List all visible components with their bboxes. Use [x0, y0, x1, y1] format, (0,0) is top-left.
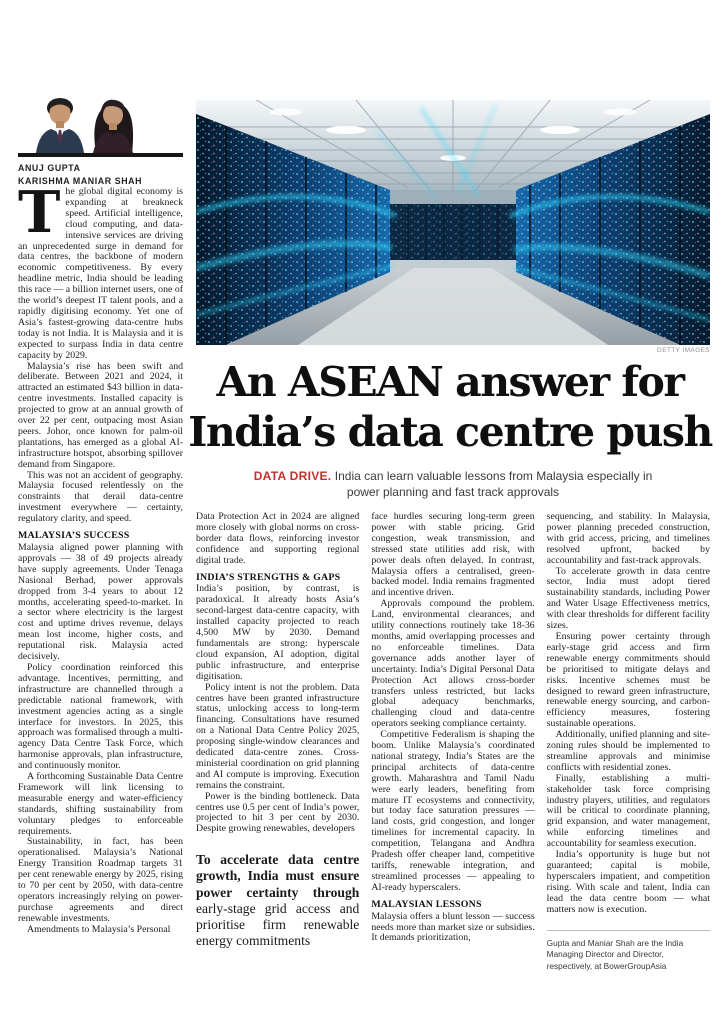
author-name: ANUJ GUPTA [18, 163, 81, 173]
standfirst [236, 468, 670, 500]
headline [186, 357, 714, 457]
body-paragraph: Malaysia offers a blunt lesson — success needs more than market size or subsidies. It demands prioritization, [371, 910, 535, 944]
body-paragraph: This was not an accident of geography. Malaysia focused relentlessly on the constraints that derail data-centre investment everywhere — certainty, regulatory clarity, and speed. [18, 469, 183, 525]
body-paragraph: sequencing, and stability. In Malaysia, power planning preceded construction, with grid access, pricing, and timelines resolved upfront, backed by accountability and fast-track approvals. [546, 511, 710, 566]
section-heading-malaysian-lessons: MALAYSIAN LESSONS [371, 898, 482, 910]
body-paragraph: Competitive Federalism is shaping the boom. Unlike Malaysia’s coordinated national strategy, India’s States are the principal architects of data-centre growth. Maharashtra and Tamil Nadu were early leaders, benefiting from mature IT ecosystems and connectivity, but today face saturation pressures — land costs, grid congestion, and longer timelines for incremental capacity. In competition, Telangana and Andhra Pradesh offer cheaper land, competitive tariffs, renewable integration, and streamlined processes — appealing to AI-ready hyperscalers. [371, 729, 535, 893]
body-paragraph: face hurdles securing long-term green power with stable pricing. Grid congestion, weak transmission, and stressed state utilities add risk, with power deals often delayed. In contrast, Malaysia offers a centralised, green-backed model. India remains fragmented and incentive driven. [371, 511, 535, 599]
body-paragraph: Malaysia aligned power planning with approvals — 38 of 49 projects already have supply agreements. Under Tenaga Nasional Berhad, power approvals dropped from 3-4 years to about 12 months, accelerating speed-to-market. In a sector where electricity is the largest cost and uptime drives revenue, delays mean lost income, higher costs, and reputational risk. Malaysia acted decisively. [18, 542, 183, 663]
body-paragraph: Policy coordination reinforced this advantage. Incentives, permitting, and infrastructure are channelled through a predictable national framework, with investment agencies acting as a single interface for investors. In 2025, this approach was formalised through a multi-agency Data Centre Task Force, which harmonise approvals, plan infrastructure, and continuously monitor. [18, 661, 183, 772]
byline-block [18, 92, 183, 188]
headline-line-2: India’s data centre push [188, 408, 712, 456]
kicker-data-drive: DATA DRIVE. [253, 469, 332, 483]
photo-credit: GETTY IMAGES [656, 347, 710, 354]
body-paragraph: Policy intent is not the problem. Data centres have been granted infrastructure status, unlocking access to long-term financing. Consultations have resumed on a National Data Centre Policy 2025, proposing single-window clearances and dedicated data-centre zones. Cross-ministerial coordination on grid planning and AI compute is improving. Execution remains the constraint. [196, 681, 360, 791]
body-paragraph: Ensuring power certainty through early-stage grid access and firm renewable energy commitments should be prioritised to mitigate delays and risks. Incentive schemes must be designed to reward green infrastructure, renewable energy sourcing, and carbon-efficiency measures, fostering sustainable operations. [546, 630, 710, 730]
article-column-2 [196, 512, 359, 972]
pull-quote-bold: To accelerate data centre growth, India must ensure power certainty through [196, 852, 360, 900]
body-paragraph: Approvals compound the problem. Land, environmental clearances, and utility connections routinely take 18-36 months, amid overlapping processes and no enforceable timelines. Data governance adds another layer of uncertainty. India’s Digital Personal Data Protection Act allows cross-border transfers unless restricted, but lacks global adequacy benchmarks, challenging cloud and data-centre operators seeking compliance certainty. [371, 598, 535, 730]
author-photo-anuj-gupta [30, 93, 90, 153]
lower-columns [196, 512, 710, 972]
drop-cap: T [18, 179, 61, 246]
article-column-3 [371, 512, 534, 972]
footer-rule [547, 930, 710, 931]
body-paragraph: Additionally, unified planning and site-zoning rules should be implemented to streamline approvals and minimise conflicts with residential zones. [546, 729, 710, 773]
standfirst-text: India can learn valuable lessons from Malaysia especially in power planning and fast track approvals [331, 469, 653, 499]
author-headshots [18, 92, 183, 153]
pull-quote-rest: early-stage grid access and prioritise firm renewable energy commitments [196, 900, 360, 949]
body-paragraph: To accelerate growth in data centre sector, India must adopt tiered sustainability standards, including Power and Water Usage Effectiveness metrics, with clear thresholds for different facility sizes. [546, 565, 710, 632]
pull-quote [196, 852, 359, 949]
body-paragraph: India’s position, by contrast, is paradoxical. It already hosts Asia’s second-largest data-centre capacity, with installed capacity projected to reach 4,500 MW by 2030. Demand fundamentals are strong: hyperscale cloud expansion, AI adoption, digital public infrastructure, and enterprise digitisation. [196, 583, 360, 682]
headline-line-1: An ASEAN answer for [216, 358, 684, 406]
section-heading-malaysias-success: MALAYSIA’S SUCCESS [18, 530, 130, 542]
body-paragraph: Power is the binding bottleneck. Data centres use 0.5 per cent of India’s power, projected to hit 3 per cent by 2030. Despite growing renewables, developers [196, 790, 360, 835]
footer-credit: Gupta and Maniar Shah are the India Managing Director and Director, respectively, at BowerGroupAsia [546, 937, 684, 971]
body-paragraph: Finally, establishing a multi-stakeholder task force comprising industry players, utilities, and regulators will be critical to coordinate planning, grid expansion, and water management, while enforcing timelines and accountability for seamless execution. [546, 772, 710, 850]
section-heading-indias-strengths-gaps: INDIA’S STRENGTHS & GAPS [196, 571, 341, 583]
body-paragraph: India’s opportunity is huge but not guaranteed; capital is mobile, hyperscalers impatient, and competition rising. With scale and talent, India can lead the data centre boom — what matters now is execution. [546, 849, 710, 915]
article-column-4 [547, 512, 710, 972]
body-paragraph: Sustainability, in fact, has been operationalised. Malaysia’s National Energy Transition Roadmap targets 31 per cent renewable energy by 2025, rising to 70 per cent by 2050, with data-centre operators increasingly relying on power-purchase agreements and direct renewable investments. [18, 836, 183, 924]
body-paragraph: Malaysia’s rise has been swift and deliberate. Between 2021 and 2024, it attracted an estimated $43 billion in data-centre investments. Installed capacity is projected to grow at an annual growth of over 22 per cent, outpacing most Asian peers. Johor, once known for palm-oil plantations, has emerged as a global AI-infrastructure hotspot, absorbing spillover demand from Singapore. [18, 360, 183, 470]
body-paragraph: A forthcoming Sustainable Data Centre Framework will link licensing to measurable energy and water-efficiency standards, shifting sustainability from voluntary pledges to enforceable requirements. [18, 771, 183, 837]
body-paragraph: The global digital economy is expanding at breakneck speed. Artificial intelligence, cloud computing, and data-intensive services are driving an unprecedented surge in demand for data centres, the backbone of modern economic competitiveness. By every headline metric, India should be leading this race — a billion internet users, one of the world’s deepest IT talent pools, and a rapidly digitising economy. Yet one of Asia’s fastest-growing data-centre hubs today is not India. It is Malaysia and it is expected to surpass India in data centre capacity by 2029. [18, 179, 183, 361]
data-centre-photo [196, 100, 710, 345]
author-name: KARISHMA MANIAR SHAH [18, 176, 143, 186]
author-photo-karishma-maniar-shah [82, 92, 145, 153]
body-paragraph: Data Protection Act in 2024 are aligned more closely with global norms on cross-border data flows, reinforcing investor confidence and supporting regional digital trade. [196, 511, 360, 566]
body-paragraph: Amendments to Malaysia’s Personal [27, 923, 171, 935]
